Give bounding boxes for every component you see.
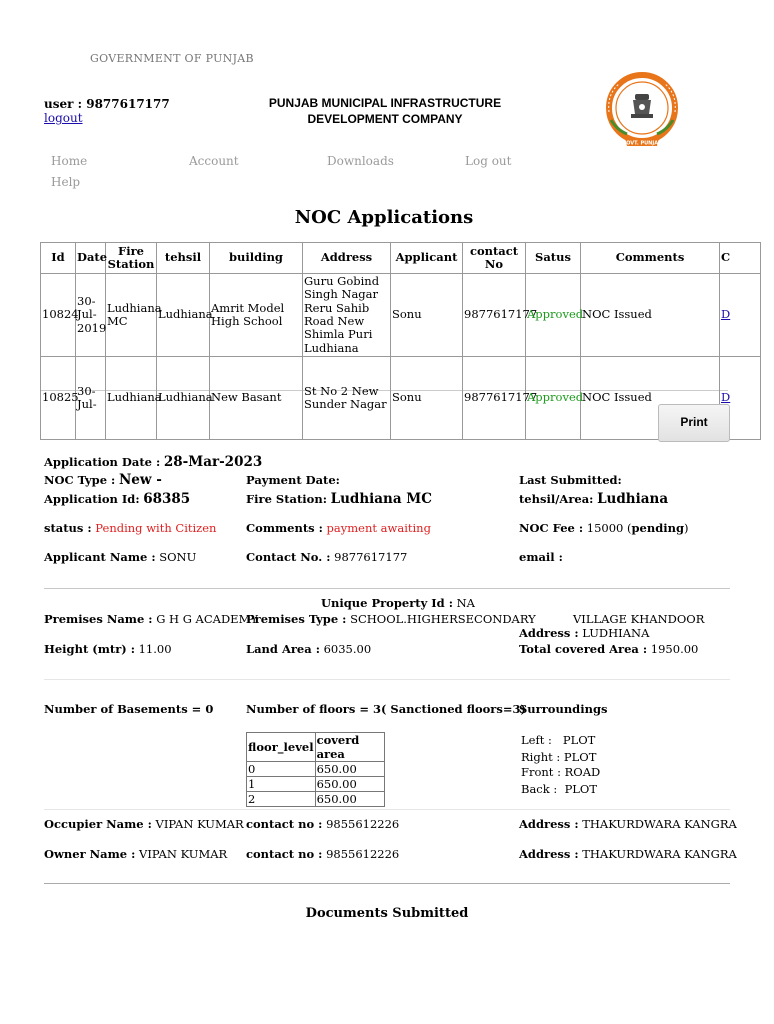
- application-id: [44, 491, 190, 507]
- value: 68385: [143, 491, 191, 507]
- label: Occupier Name :: [44, 817, 152, 831]
- label: Height (mtr) :: [44, 642, 135, 656]
- value: SONU: [159, 550, 197, 564]
- divider: [44, 883, 730, 884]
- label: Address :: [519, 817, 579, 831]
- value: 6035.00: [323, 642, 372, 656]
- floor-area: 650.00: [315, 792, 384, 807]
- nav-downloads[interactable]: Downloads: [327, 154, 394, 168]
- label: Address :: [519, 626, 579, 640]
- column-header: contact No: [463, 243, 526, 274]
- cell-fire-station: Ludhiana MC: [106, 274, 157, 357]
- cell-contact: 9877617177: [463, 357, 526, 440]
- cell-download-link[interactable]: D: [720, 357, 761, 440]
- floor-area: 650.00: [315, 762, 384, 777]
- occupier-name: [44, 817, 244, 831]
- noc-applications-table: [40, 242, 761, 440]
- paren: (: [627, 521, 632, 535]
- value: 28-Mar-2023: [163, 454, 263, 470]
- basements-text: Number of Basements = 0: [44, 702, 214, 716]
- column-header: Applicant: [391, 243, 463, 274]
- cell-id: 10825: [41, 357, 76, 440]
- label: tehsil/Area:: [519, 492, 594, 506]
- value: SCHOOL.HIGHERSECONDARY: [350, 612, 536, 626]
- floors-text: Number of floors = 3( Sanctioned floors=3): [246, 702, 526, 716]
- label: NOC Type :: [44, 473, 116, 487]
- nav-home[interactable]: Home: [51, 154, 88, 168]
- value: G H G ACADEMY: [156, 612, 258, 626]
- label: Unique Property Id :: [321, 596, 453, 610]
- surrounding-back: [521, 782, 597, 796]
- side: Back :: [521, 782, 558, 796]
- column-header: Id: [41, 243, 76, 274]
- cell-address: Guru Gobind Singh Nagar Reru Sahib Road New Shimla Puri Ludhiana: [303, 274, 391, 357]
- surrounding-right: [521, 750, 596, 764]
- cell-address: St No 2 New Sunder Nagar: [303, 357, 391, 440]
- cell-building: Amrit Model High School: [210, 274, 303, 357]
- label: Application Date :: [44, 455, 161, 469]
- value: LUDHIANA: [582, 626, 650, 640]
- surroundings-label: Surroundings: [519, 702, 608, 716]
- nav-help[interactable]: Help: [51, 175, 81, 189]
- label: Land Area :: [246, 642, 320, 656]
- village-name: VILLAGE KHANDOOR: [573, 612, 705, 626]
- surrounding-front: [521, 765, 600, 779]
- noc-table-scroll[interactable]: [40, 242, 731, 411]
- label: contact no :: [246, 847, 323, 861]
- land-area: [246, 642, 371, 656]
- table-row: [41, 357, 761, 440]
- table-row: [247, 762, 385, 777]
- cell-contact: 9877617177: [463, 274, 526, 357]
- surroundings-heading: [519, 702, 607, 716]
- table-row: [247, 792, 385, 807]
- value: NA: [456, 596, 475, 610]
- cell-id: 10824: [41, 274, 76, 357]
- comments-value: payment awaiting: [326, 521, 431, 535]
- government-label: GOVERNMENT OF PUNJAB: [90, 52, 254, 65]
- fire-station: [246, 491, 432, 507]
- column-header: tehsil: [157, 243, 210, 274]
- owner-contact: [246, 847, 399, 861]
- application-date: [44, 454, 262, 470]
- label: Premises Type :: [246, 612, 347, 626]
- floor-area-table: [246, 732, 385, 807]
- column-header: Date: [76, 243, 106, 274]
- premises-name: [44, 612, 258, 626]
- value: THAKURDWARA KANGRA: [582, 847, 737, 861]
- value: 11.00: [138, 642, 172, 656]
- cell-status: Approved: [526, 274, 581, 357]
- value: VIPAN KUMAR: [139, 847, 228, 861]
- label: Comments :: [246, 521, 323, 535]
- company-name: PUNJAB MUNICIPAL INFRASTRUCTURE DEVELOPMENT COMPANY: [268, 96, 502, 126]
- label: Applicant Name :: [44, 550, 156, 564]
- cell-date: 30-Jul-2019: [76, 274, 106, 357]
- height: [44, 642, 172, 656]
- owner-name: [44, 847, 227, 861]
- cell-status: Approved: [526, 357, 581, 440]
- paren: ): [684, 521, 689, 535]
- fee-state: pending: [631, 521, 685, 535]
- column-header: Comments: [581, 243, 720, 274]
- cell-date: 30-Jul-: [76, 357, 106, 440]
- page-title: NOC Applications: [294, 207, 474, 228]
- value: Ludhiana MC: [330, 491, 432, 507]
- value: ROAD: [564, 765, 601, 779]
- value: 1950.00: [650, 642, 699, 656]
- premises-address: [519, 626, 649, 640]
- label: contact no :: [246, 817, 323, 831]
- label: Last Submitted:: [519, 473, 622, 487]
- nav-account[interactable]: Account: [189, 154, 239, 168]
- cell-tehsil: Ludhiana: [157, 274, 210, 357]
- side: Front :: [521, 765, 561, 779]
- occupier-contact: [246, 817, 399, 831]
- comments: [246, 521, 431, 535]
- payment-date: [246, 473, 340, 487]
- label: Contact No. :: [246, 550, 331, 564]
- noc-type: [44, 472, 162, 488]
- last-submitted: [519, 473, 622, 487]
- user-id-label: user : 9877617177: [44, 97, 170, 111]
- floor-level: 2: [247, 792, 316, 807]
- cell-applicant: Sonu: [391, 274, 463, 357]
- print-button[interactable]: Print: [658, 404, 730, 442]
- govt-punjab-emblem-icon: [597, 72, 687, 152]
- label: NOC Fee :: [519, 521, 584, 535]
- label: email :: [519, 550, 563, 564]
- documents-heading: Documents Submitted: [305, 906, 469, 921]
- column-header: building: [210, 243, 303, 274]
- cell-building: New Basant: [210, 357, 303, 440]
- occupier-address: [519, 817, 737, 831]
- label: Owner Name :: [44, 847, 136, 861]
- table-row: [41, 274, 761, 357]
- cell-download-link[interactable]: D: [720, 274, 761, 357]
- table-header-row: [247, 733, 385, 762]
- value: 9855612226: [326, 817, 400, 831]
- noc-fee: [519, 521, 689, 535]
- floors-count: [246, 702, 526, 716]
- side: Left :: [521, 733, 552, 747]
- floor-area: 650.00: [315, 777, 384, 792]
- value: Ludhiana: [597, 491, 669, 507]
- value: THAKURDWARA KANGRA: [582, 817, 737, 831]
- label: Payment Date:: [246, 473, 340, 487]
- label: status :: [44, 521, 92, 535]
- cell-tehsil: Ludhiana: [157, 357, 210, 440]
- cell-comments: NOC Issued: [581, 274, 720, 357]
- label: Premises Name :: [44, 612, 153, 626]
- value: 9855612226: [326, 847, 400, 861]
- value: PLOT: [564, 782, 598, 796]
- applicant-name: [44, 550, 196, 564]
- value: PLOT: [563, 750, 597, 764]
- cell-applicant: Sonu: [391, 357, 463, 440]
- column-header: coverd area: [315, 733, 384, 762]
- table-row: [247, 777, 385, 792]
- status-value: Pending with Citizen: [95, 521, 217, 535]
- floor-level: 1: [247, 777, 316, 792]
- column-header: Address: [303, 243, 391, 274]
- side: Right :: [521, 750, 561, 764]
- unique-property-id: [321, 596, 475, 610]
- value: VIPAN KUMAR: [155, 817, 244, 831]
- column-header: Satus: [526, 243, 581, 274]
- tehsil-area: [519, 491, 668, 507]
- label: Total covered Area :: [519, 642, 648, 656]
- column-header: floor_level: [247, 733, 316, 762]
- status: [44, 521, 216, 535]
- label: Fire Station:: [246, 492, 327, 506]
- basements-count: [44, 702, 213, 716]
- email: [519, 550, 563, 564]
- divider: [44, 809, 730, 810]
- divider: [44, 588, 730, 589]
- owner-address: [519, 847, 737, 861]
- contact-no: [246, 550, 407, 564]
- value: 15000: [586, 521, 624, 535]
- surrounding-left: [521, 733, 595, 747]
- divider: [44, 679, 730, 680]
- premises-type: [246, 612, 536, 626]
- value: New -: [118, 472, 162, 488]
- floor-level: 0: [247, 762, 316, 777]
- column-header: C: [720, 243, 761, 274]
- nav-log-out[interactable]: Log out: [465, 154, 512, 168]
- label: Application Id:: [44, 492, 140, 506]
- emblem-ribbon-text: GOVT. PUNJAB: [622, 140, 662, 147]
- column-header: Fire Station: [106, 243, 157, 274]
- label: Address :: [519, 847, 579, 861]
- logout-link[interactable]: logout: [44, 111, 83, 125]
- value: 9877617177: [334, 550, 408, 564]
- value: PLOT: [562, 733, 596, 747]
- cell-fire-station: Ludhiana: [106, 357, 157, 440]
- cell-comments: NOC Issued: [581, 357, 720, 440]
- total-covered-area: [519, 642, 698, 656]
- table-header-row: [41, 243, 761, 274]
